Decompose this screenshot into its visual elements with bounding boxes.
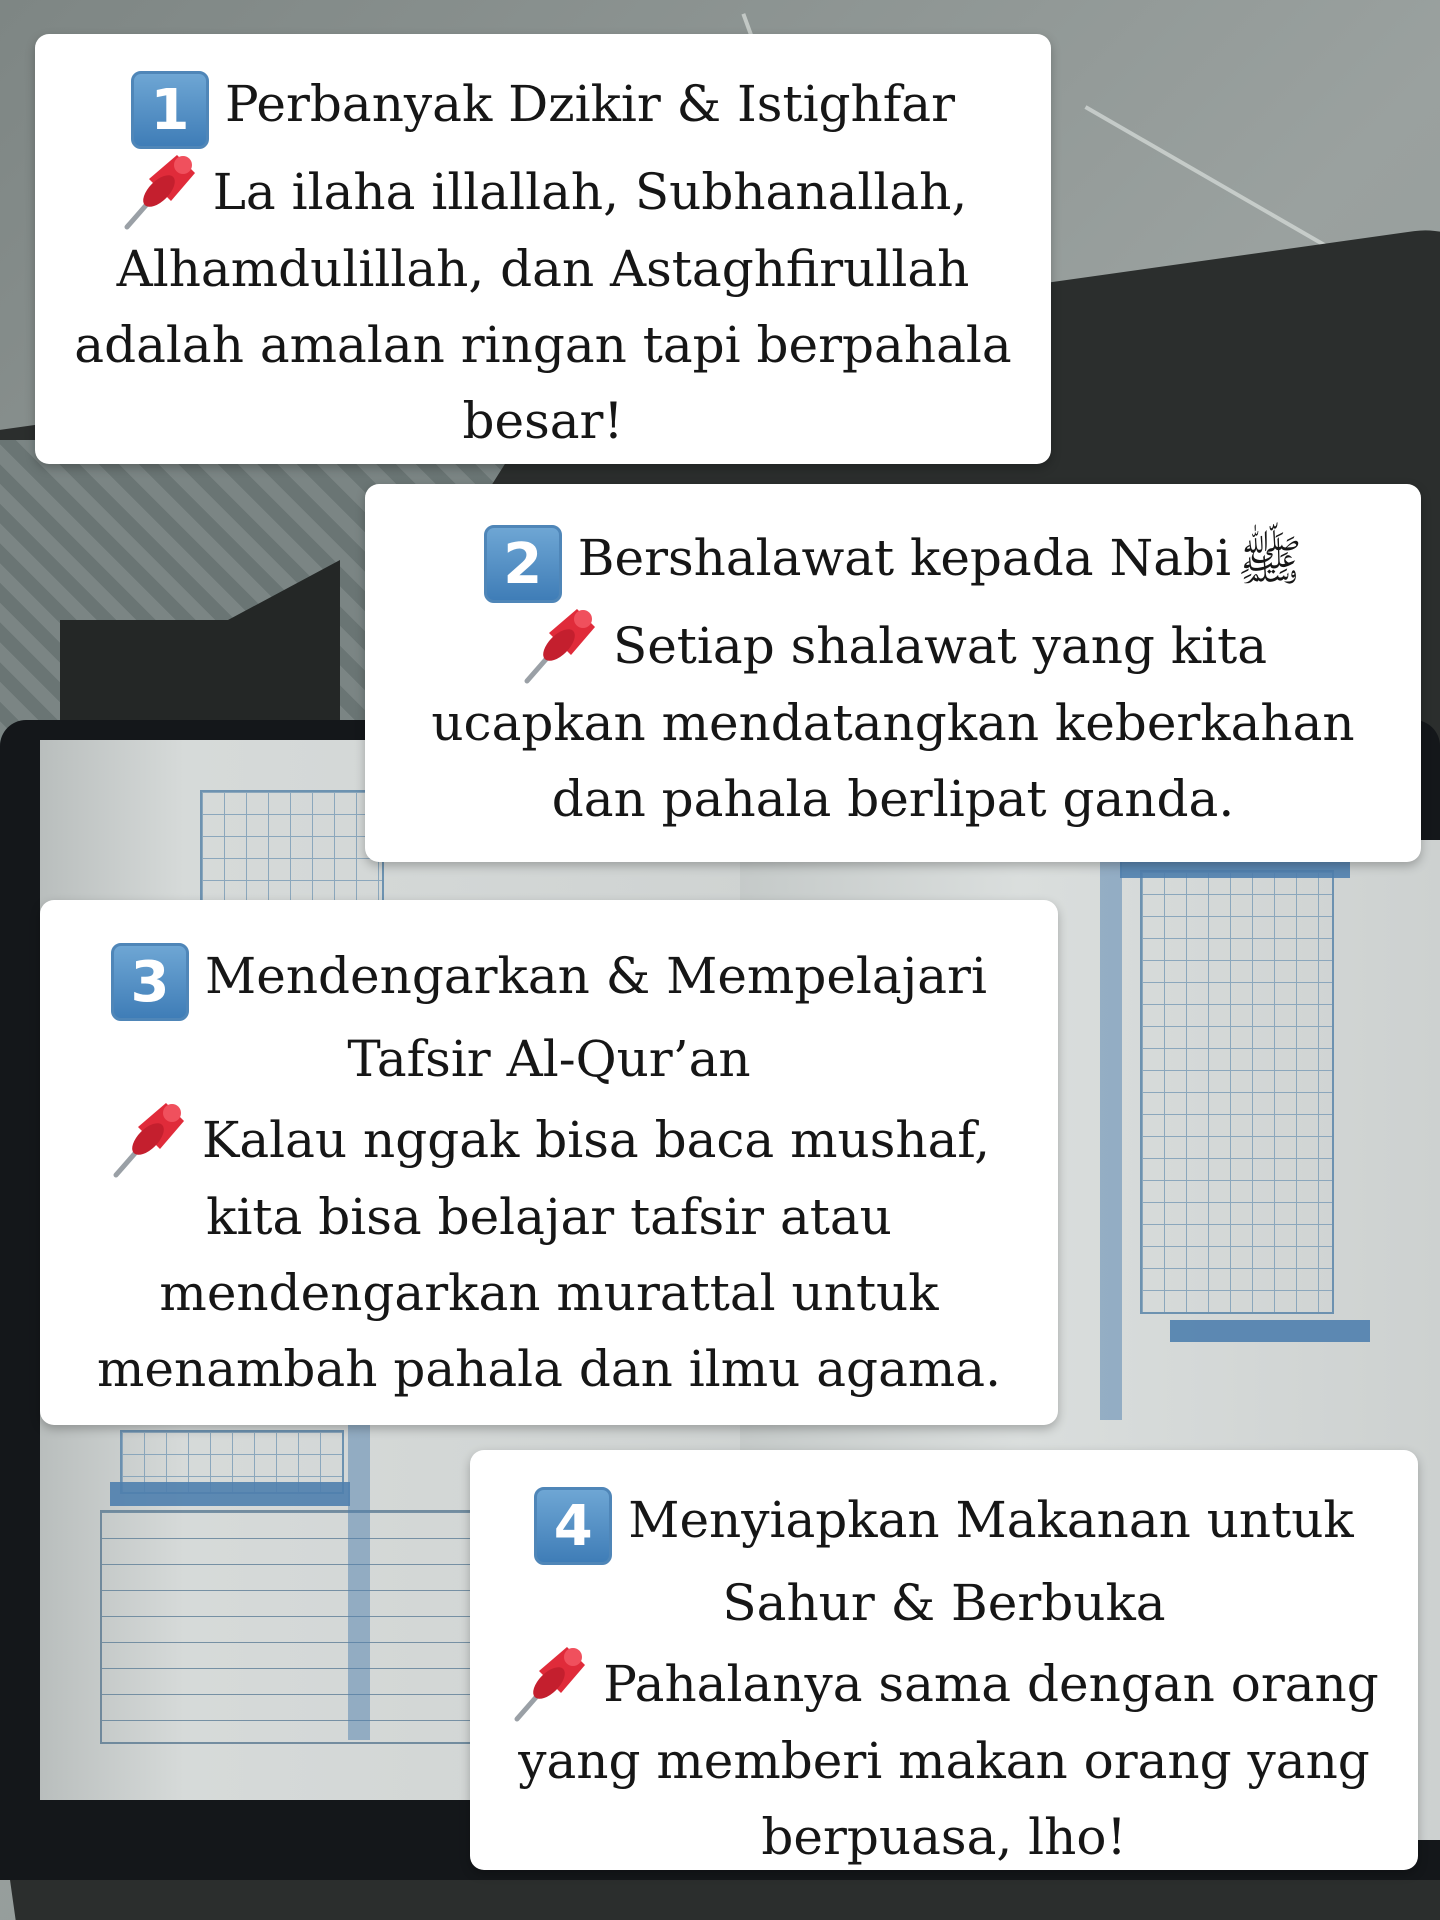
- tip-body-text: Kalau nggak bisa baca mushaf,: [201, 1111, 991, 1169]
- tip-title: Bershalawat kepada Nabi: [577, 529, 1232, 587]
- tracking-grid: [200, 790, 384, 904]
- tip-body-line: [35, 149, 1051, 231]
- tip-body-line: yang memberi makan orang yang: [518, 1732, 1370, 1790]
- tip-title-line: [35, 66, 1051, 149]
- tip-body-text: Pahalanya sama dengan orang: [603, 1655, 1379, 1713]
- tip-body-line: dan pahala berlipat ganda.: [551, 770, 1235, 828]
- tip-title-line: [470, 1482, 1418, 1565]
- tip-body-line: adalah amalan ringan tapi berpahala: [74, 316, 1012, 374]
- tip-body-line: [40, 1097, 1058, 1179]
- tip-title: Menyiapkan Makanan untuk: [628, 1491, 1354, 1549]
- tip-body-line: ucapkan mendatangkan keberkahan: [431, 694, 1355, 752]
- tip-body-line: mendengarkan murattal untuk: [159, 1264, 939, 1322]
- salawat-symbol: ﷺ: [1237, 529, 1303, 592]
- tip-body-text: La ilaha illallah, Subhanallah,: [212, 163, 968, 221]
- tip-title-line: [40, 938, 1058, 1021]
- tip-title: Mendengarkan & Mempelajari: [205, 947, 987, 1005]
- tip-body-line: [365, 603, 1421, 685]
- vocabulary-table: [100, 1510, 474, 1744]
- tip-body-text: Setiap shalawat yang kita: [612, 617, 1268, 675]
- tip-body-line: besar!: [462, 392, 624, 450]
- tip-title-line: [365, 520, 1421, 603]
- tip-body-line: berpuasa, lho!: [761, 1808, 1127, 1866]
- pushpin-icon: [509, 1641, 589, 1723]
- keycap-2-icon: 2: [484, 525, 562, 603]
- tip-body-line: Alhamdulillah, dan Astaghfirullah: [116, 240, 970, 298]
- page-header-bar: [1170, 1320, 1370, 1342]
- tip-title: Perbanyak Dzikir & Istighfar: [225, 75, 955, 133]
- tip-card-3: [40, 900, 1058, 1425]
- keycap-4-icon: 4: [534, 1487, 612, 1565]
- keycap-3-icon: 3: [111, 943, 189, 1021]
- tip-body-line: menambah pahala dan ilmu agama.: [96, 1340, 1001, 1398]
- pushpin-icon: [519, 603, 599, 685]
- tip-body-line: kita bisa belajar tafsir atau: [206, 1188, 892, 1246]
- pushpin-icon: [119, 149, 199, 231]
- page-border: [348, 1420, 370, 1740]
- tip-card-4: [470, 1450, 1418, 1870]
- page-border: [1100, 860, 1122, 1420]
- tip-body-line: [470, 1641, 1418, 1723]
- tracking-grid: [1140, 870, 1334, 1314]
- page-header-bar: [1120, 860, 1350, 878]
- tip-title-line: Sahur & Berbuka: [722, 1574, 1166, 1632]
- tip-title-line: Tafsir Al-Qur’an: [347, 1030, 751, 1088]
- pushpin-icon: [108, 1097, 188, 1179]
- tip-card-1: [35, 34, 1051, 464]
- page-header-bar: [110, 1482, 350, 1506]
- tip-card-2: [365, 484, 1421, 862]
- keycap-1-icon: 1: [131, 71, 209, 149]
